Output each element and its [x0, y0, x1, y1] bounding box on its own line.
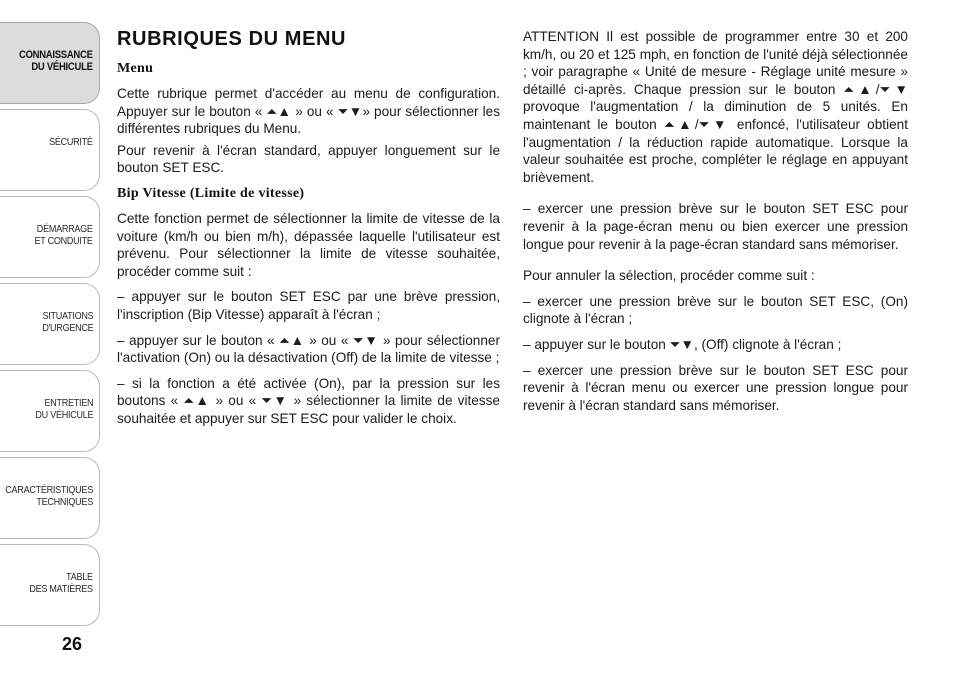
tab-connaissance-du-vehicule[interactable]	[0, 22, 100, 104]
right-paragraph-6: – exercer une pression brève sur le bouton SET ESC pour revenir à l'écran menu ou exercer une pression longue pour revenir à l'écran standard sans mémoriser.	[523, 362, 908, 413]
tab-entretien-du-vehicule[interactable]	[0, 370, 100, 452]
tab-securite[interactable]	[0, 109, 100, 191]
right-paragraph-2: – exercer une pression brève sur le bouton SET ESC pour revenir à la page-écran menu ou bien exercer une pression longue pour revenir à la page-écran standard sans mémoriser.	[523, 201, 908, 252]
section-title: RUBRIQUES DU MENU	[117, 28, 347, 50]
bip-paragraph-2: – appuyer sur le bouton SET ESC par une brève pression, l'inscription (Bip Vitesse) apparaît à l'écran ;	[117, 289, 500, 322]
tab-table-des-matieres[interactable]	[0, 544, 100, 626]
tab-demarrage-et-conduite[interactable]	[0, 196, 100, 278]
tab-label: SÉCURITÉ	[49, 136, 93, 148]
tab-label: CONNAISSANCE DU VÉHICULE	[19, 49, 93, 73]
right-paragraph-3: Pour annuler la sélection, procéder comme suit :	[523, 268, 815, 284]
tab-label: TABLE DES MATIÈRES	[29, 571, 93, 595]
tab-label: ENTRETIEN DU VÉHICULE	[35, 397, 93, 421]
right-paragraph-4: – exercer une pression brève sur le bouton SET ESC, (On) clignote à l'écran ;	[523, 293, 908, 327]
menu-paragraph-2: Pour revenir à l'écran standard, appuyer longuement sur le bouton SET ESC.	[117, 142, 500, 176]
right-paragraph-5: – appuyer sur le bouton ⏷▼, (Off) clignote à l'écran ;	[523, 336, 842, 352]
bip-paragraph-4: – si la fonction a été activée (On), par la pression sur les boutons « ⏶▲ » ou « ⏷▼ » sélectionner la limite de vitesse souhaitée et appuyer sur SET ESC pour valider le choix.	[117, 375, 500, 426]
menu-heading: Menu	[117, 61, 154, 76]
tab-label: SITUATIONS D'URGENCE	[41, 310, 93, 334]
bip-paragraph-3: – appuyer sur le bouton « ⏶▲ » ou « ⏷▼ » pour sélectionner l'activation (On) ou la désactivation (Off) de la limite de vitesse ;	[117, 332, 500, 366]
bip-vitesse-heading: Bip Vitesse (Limite de vitesse)	[117, 185, 305, 201]
right-column	[523, 28, 908, 422]
bip-paragraph-1: Cette fonction permet de sélectionner la limite de vitesse de la voiture (km/h ou bien m/h), dépassée laquelle l'utilisateur est prévenu. Pour sélectionner la limite de vitesse souhaitée, procéder comme suit :	[117, 210, 500, 279]
attention-paragraph: ATTENTION Il est possible de programmer entre 30 et 200 km/h, ou 20 et 125 mph, en fonction de l'unité déjà sélectionnée ; voir paragraphe « Unité de mesure - Réglage unité mesure » détaillé ci-après. Chaque pression sur le bouton ⏶▲/⏷▼ provoque l'augmentation / la diminution de 5 unités. En maintenant le bouton ⏶▲/⏷▼ enfoncé, l'utilisateur obtient l'augmentation / la réduction rapide automatique. Lorsque la valeur souhaitée est proche, compléter le réglage en appuyant brièvement.	[523, 29, 908, 185]
left-column	[117, 28, 500, 436]
tab-label: CARACTÉRISTIQUES TECHNIQUES	[5, 484, 93, 508]
menu-paragraph-1: Cette rubrique permet d'accéder au menu de configuration. Appuyer sur le bouton « ⏶▲ » ou « ⏷▼» pour sélectionner les différentes rubriques du Menu.	[117, 86, 500, 137]
tab-caracteristiques-techniques[interactable]	[0, 457, 100, 539]
tab-situations-urgence[interactable]	[0, 283, 100, 365]
page-number: 26	[62, 634, 83, 654]
tab-label: DÉMARRAGE ET CONDUITE	[34, 223, 93, 247]
